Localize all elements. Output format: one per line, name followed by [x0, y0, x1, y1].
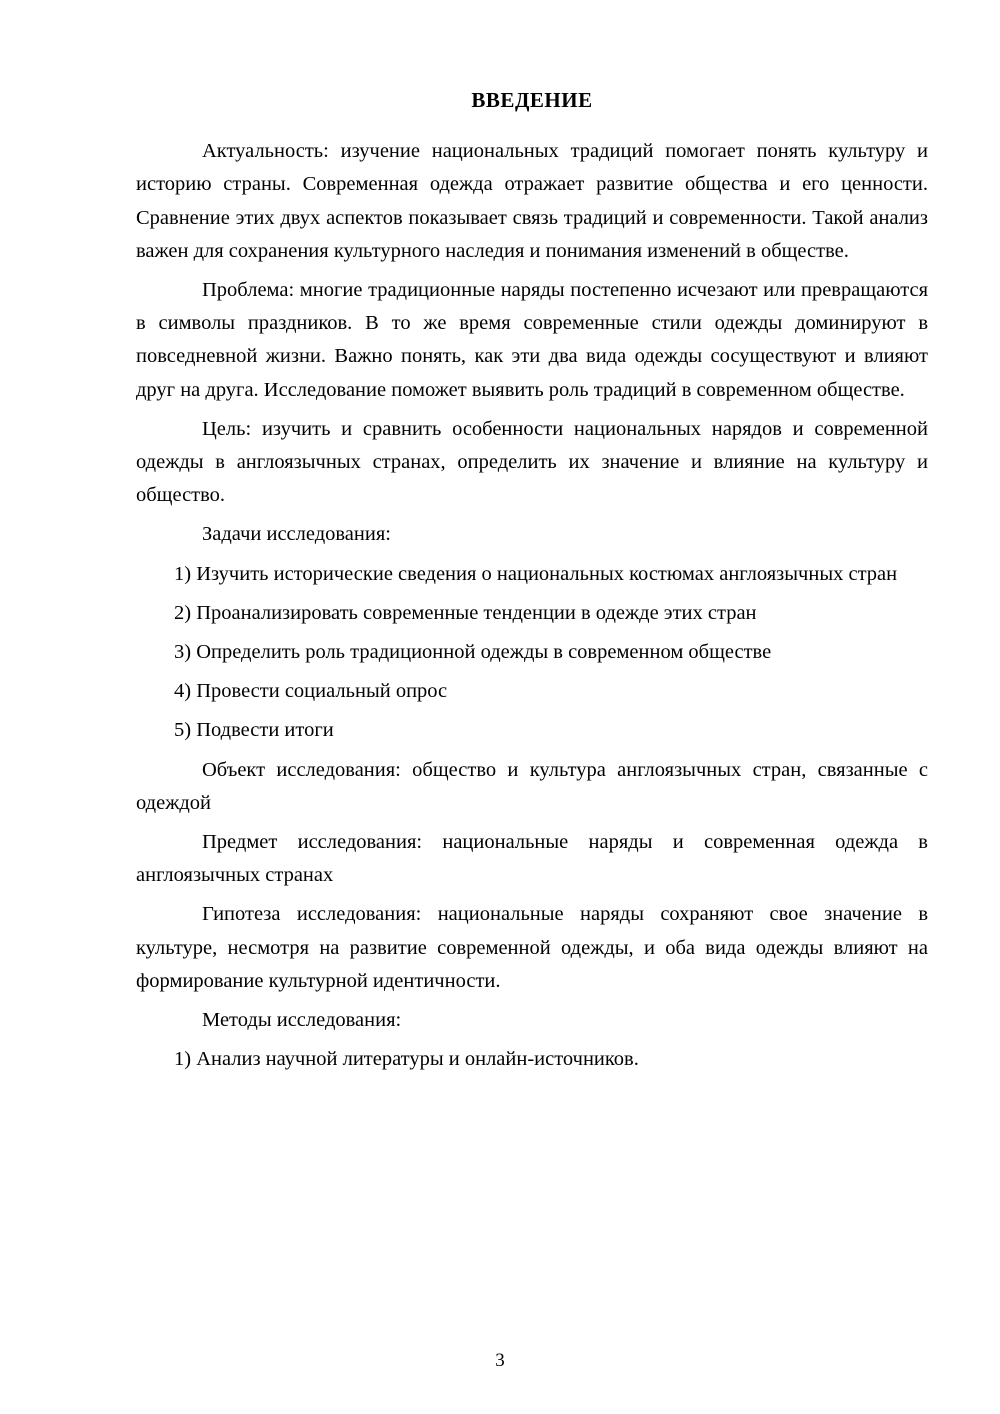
list-item-task-3: 3) Определить роль традиционной одежды в современном обществе — [174, 641, 772, 664]
page-title: ВВЕДЕНИЕ — [471, 88, 593, 112]
paragraph-hypothesis: Гипотеза исследования: национальные наряды сохраняют свое значение в культуре, несмотря на развитие современной одежды, и оба вида одежды влияют на формирование культурной идентичности. — [136, 903, 928, 992]
paragraph-goal: Цель: изучить и сравнить особенности национальных нарядов и современной одежды в англоязычных странах, определить их значение и влияние на культуру и общество. — [136, 417, 928, 507]
paragraph-object: Объект исследования: общество и культура англоязычных стран, связанные с одеждой — [136, 758, 928, 814]
heading-methods: Методы исследования: — [202, 1009, 402, 1032]
list-item-task-5: 5) Подвести итоги — [174, 719, 334, 742]
list-item-method-1: 1) Анализ научной литературы и онлайн-источников. — [174, 1048, 639, 1071]
heading-tasks: Задачи исследования: — [202, 523, 391, 546]
list-item-task-2: 2) Проанализировать современные тенденции в одежде этих стран — [174, 601, 757, 624]
page-number: 3 — [495, 1350, 505, 1371]
list-item-task-4: 4) Провести социальный опрос — [174, 680, 448, 703]
list-item-task-1: 1) Изучить исторические сведения о национальных костюмах англоязычных стран — [174, 562, 898, 585]
paragraph-relevance: Актуальность: изучение национальных традиций помогает понять культуру и историю страны. Современная одежда отражает развитие общества и его ценности. Сравнение этих двух аспектов показывает связь традиций и современности. Такой анализ важен для сохранения культурного наследия и понимания изменений в обществе. — [136, 140, 928, 262]
paragraph-problem: Проблема: многие традиционные наряды постепенно исчезают или превращаются в символы праздников. В то же время современные стили одежды доминируют в повседневной жизни. Важно понять, как эти два вида одежды сосуществуют и влияют друг на друга. Исследование поможет выявить роль традиций в современном обществе. — [136, 279, 928, 401]
paragraph-subject: Предмет исследования: национальные наряды и современная одежда в англоязычных странах — [136, 831, 928, 887]
